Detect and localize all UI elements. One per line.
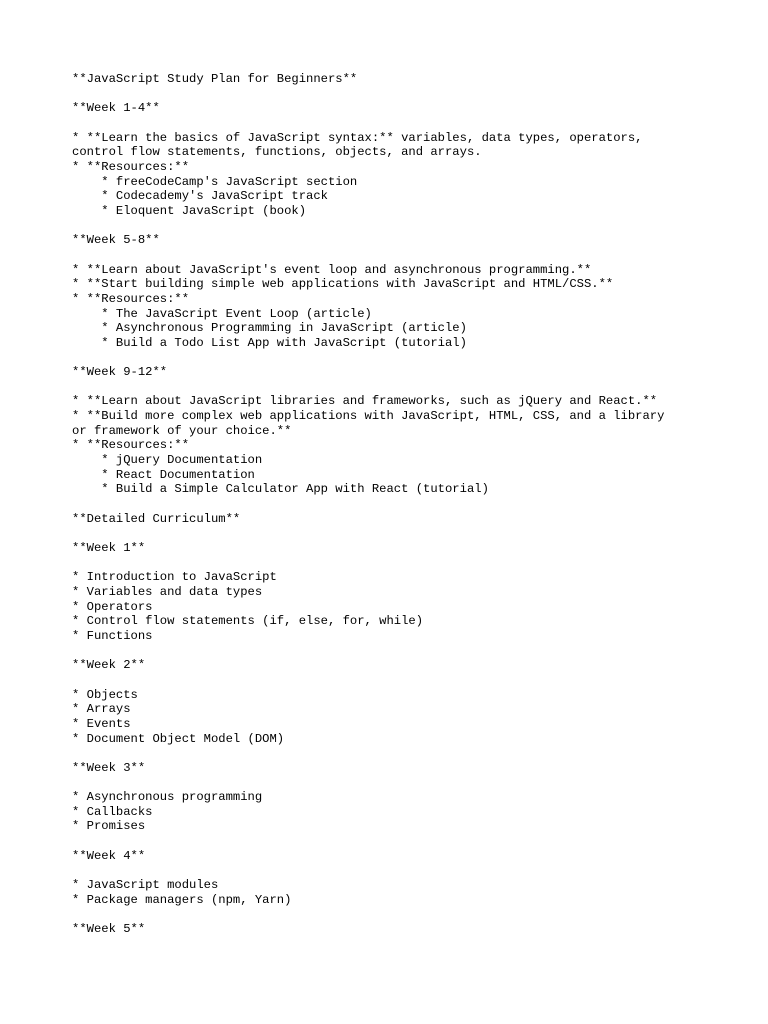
- section-heading: **Week 1**: [72, 541, 146, 555]
- blank-line: [72, 746, 752, 761]
- list-item: * Variables and data types: [72, 584, 263, 599]
- blank-line: [72, 863, 752, 878]
- blank-line: [72, 219, 752, 234]
- section-heading: **Week 2**: [72, 658, 146, 673]
- list-item: * **Resources:**: [72, 291, 190, 306]
- document-page: [72, 72, 752, 937]
- list-item: * Document Object Model (DOM): [72, 731, 285, 746]
- sub-list-item: * Build a Simple Calculator App with React (tutorial): [72, 482, 489, 497]
- list-item: * Functions: [72, 628, 153, 643]
- list-item: * Promises: [72, 819, 146, 834]
- blank-line: [72, 776, 752, 791]
- blank-line: [72, 907, 752, 922]
- text-line: or framework of your choice.**: [72, 423, 292, 438]
- sub-list-item: * Eloquent JavaScript (book): [72, 203, 307, 218]
- list-item: * **Start building simple web applications with JavaScript and HTML/CSS.**: [72, 277, 614, 292]
- blank-line: [72, 248, 752, 263]
- sub-list-item: * freeCodeCamp's JavaScript section: [72, 174, 358, 189]
- list-item: * **Build more complex web applications with JavaScript, HTML, CSS, and a library: [72, 409, 665, 424]
- list-item: * Objects: [72, 687, 138, 702]
- text-line: control flow statements, functions, objects, and arrays.: [72, 145, 482, 160]
- list-item: * Control flow statements (if, else, for, while): [72, 614, 424, 629]
- sub-list-item: * jQuery Documentation: [72, 453, 263, 468]
- blank-line: [72, 556, 752, 571]
- blank-line: [72, 87, 752, 102]
- section-heading: **JavaScript Study Plan for Beginners**: [72, 72, 358, 86]
- list-item: * **Learn about JavaScript's event loop and asynchronous programming.**: [72, 262, 592, 277]
- sub-list-item: * The JavaScript Event Loop (article): [72, 306, 372, 321]
- list-item: * **Resources:**: [72, 159, 190, 174]
- list-item: * Asynchronous programming: [72, 790, 263, 805]
- list-item: * **Learn about JavaScript libraries and frameworks, such as jQuery and React.**: [72, 394, 658, 409]
- list-item: * Operators: [72, 599, 153, 614]
- blank-line: [72, 116, 752, 131]
- list-item: * **Resources:**: [72, 438, 190, 453]
- sub-list-item: * Asynchronous Programming in JavaScript (article): [72, 321, 467, 336]
- list-item: * JavaScript modules: [72, 878, 219, 893]
- list-item: * Callbacks: [72, 804, 153, 819]
- blank-line: [72, 834, 752, 849]
- section-heading: **Week 4**: [72, 848, 146, 863]
- list-item: * Introduction to JavaScript: [72, 570, 277, 585]
- blank-line: [72, 526, 752, 541]
- list-item: * Events: [72, 716, 131, 731]
- section-heading: **Week 5**: [72, 922, 146, 937]
- blank-line: [72, 644, 752, 659]
- section-heading: **Week 1-4**: [72, 101, 160, 116]
- sub-list-item: * React Documentation: [72, 467, 255, 482]
- blank-line: [72, 350, 752, 365]
- sub-list-item: * Build a Todo List App with JavaScript (tutorial): [72, 335, 467, 350]
- section-heading: **Detailed Curriculum**: [72, 511, 241, 526]
- list-item: * Arrays: [72, 702, 131, 717]
- blank-line: [72, 673, 752, 688]
- section-heading: **Week 9-12**: [72, 365, 168, 380]
- section-heading: **Week 5-8**: [72, 233, 160, 248]
- blank-line: [72, 380, 752, 395]
- blank-line: [72, 497, 752, 512]
- list-item: * **Learn the basics of JavaScript syntax:** variables, data types, operators,: [72, 130, 643, 145]
- section-heading: **Week 3**: [72, 760, 146, 775]
- sub-list-item: * Codecademy's JavaScript track: [72, 189, 328, 204]
- list-item: * Package managers (npm, Yarn): [72, 892, 292, 907]
